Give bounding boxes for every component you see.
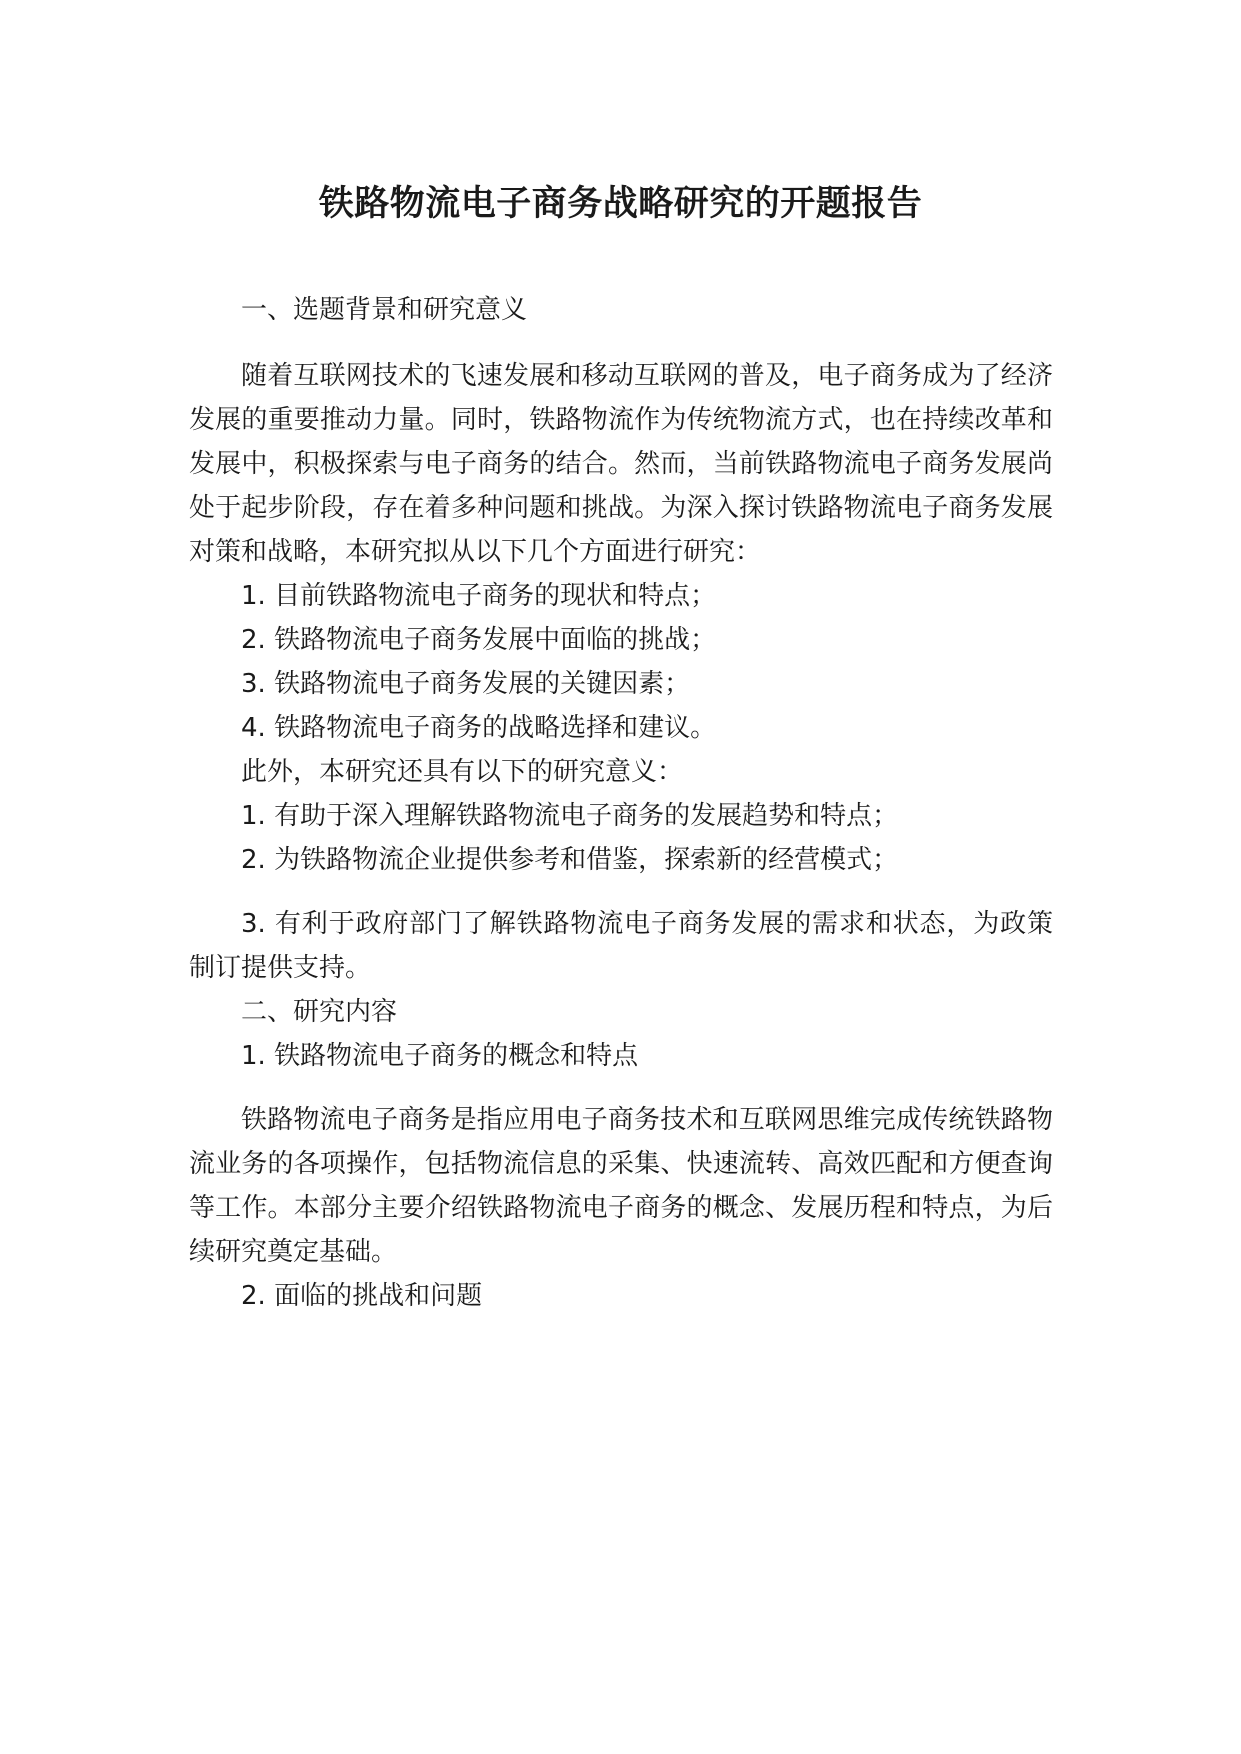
list-item: 2. 铁路物流电子商务发展中面临的挑战； — [241, 625, 717, 655]
list-item: 1. 目前铁路物流电子商务的现状和特点； — [241, 581, 717, 611]
list-item: 1. 有助于深入理解铁路物流电子商务的发展趋势和特点； — [241, 801, 899, 831]
subsection-heading-2: 2. 面临的挑战和问题 — [241, 1281, 483, 1311]
paragraph-background: 随着互联网技术的飞速发展和移动互联网的普及，电子商务成为了经济发展的重要推动力量。同时，铁路物流作为传统物流方式，也在持续改革和发展中，积极探索与电子商务的结合。然而，当前铁路物流电子商务发展尚处于起步阶段，存在着多种问题和挑战。为深入探讨铁路物流电子商务发展对策和战略，本研究拟从以下几个方面进行研究： — [189, 361, 1053, 567]
section-heading-1: 一、选题背景和研究意义 — [241, 295, 528, 325]
paragraph-concept: 铁路物流电子商务是指应用电子商务技术和互联网思维完成传统铁路物流业务的各项操作，包括物流信息的采集、快速流转、高效匹配和方便查询等工作。本部分主要介绍铁路物流电子商务的概念、发展历程和特点，为后续研究奠定基础。 — [189, 1105, 1053, 1267]
list-item: 4. 铁路物流电子商务的战略选择和建议。 — [241, 713, 717, 743]
section-heading-2: 二、研究内容 — [241, 997, 398, 1027]
document-body — [189, 288, 1053, 1318]
list-item: 2. 为铁路物流企业提供参考和借鉴，探索新的经营模式； — [241, 845, 899, 875]
subsection-heading-1: 1. 铁路物流电子商务的概念和特点 — [241, 1041, 639, 1071]
paragraph-significance-intro: 此外，本研究还具有以下的研究意义： — [241, 757, 684, 787]
list-item: 3. 铁路物流电子商务发展的关键因素； — [241, 669, 691, 699]
document-title: 铁路物流电子商务战略研究的开题报告 — [318, 184, 923, 224]
list-item: 3. 有利于政府部门了解铁路物流电子商务发展的需求和状态，为政策制订提供支持。 — [189, 909, 1053, 983]
